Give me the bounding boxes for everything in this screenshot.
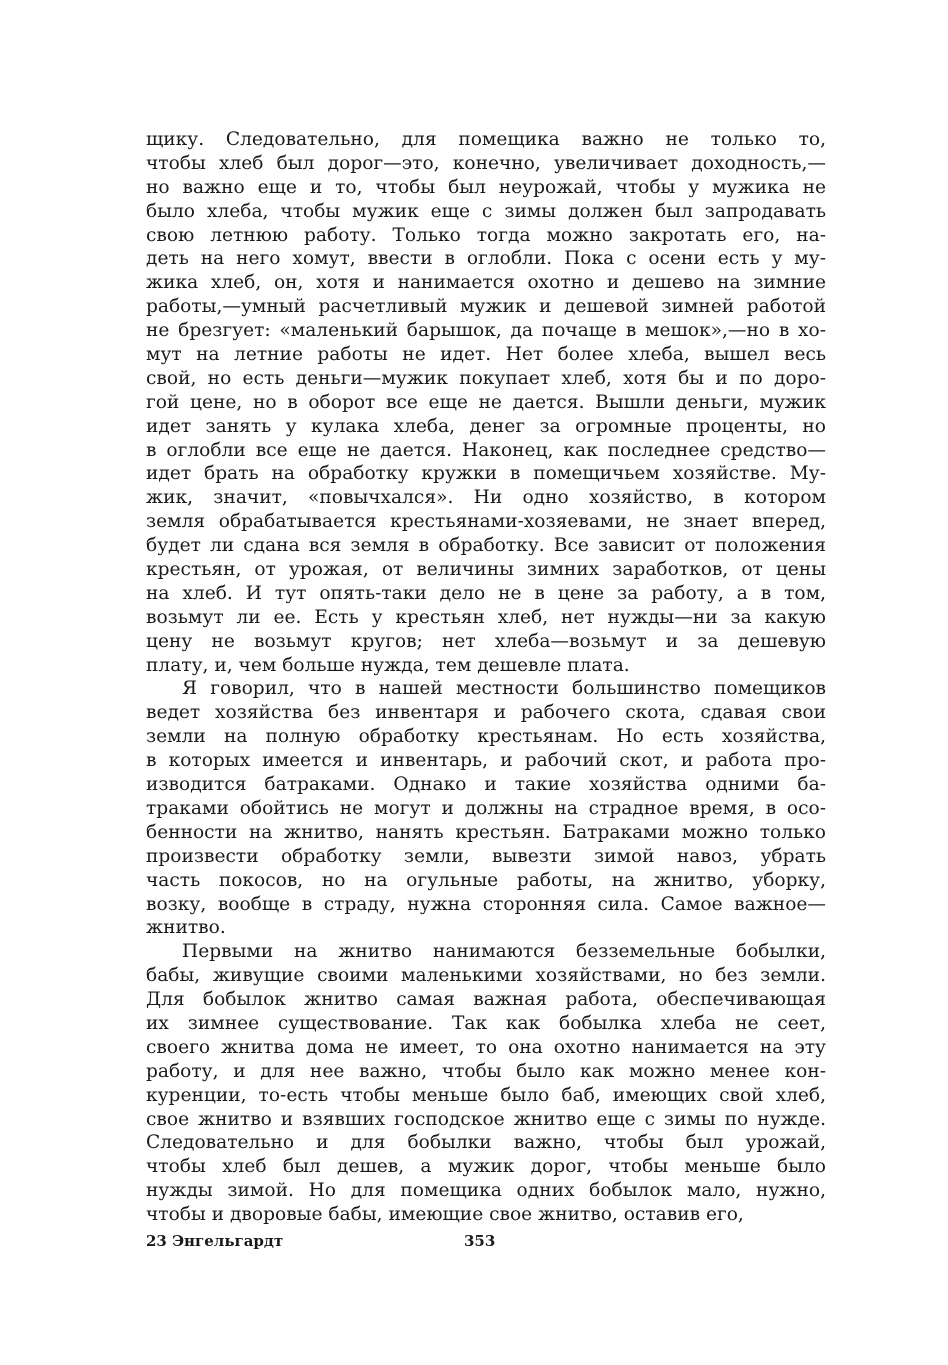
text-line: часть покосов, но на огульные работы, на жнитво, уборку, — [146, 869, 826, 891]
text-line: работу, и для нее важно, чтобы было как можно менее кон- — [146, 1060, 826, 1082]
text-line: чтобы хлеб был дешев, а мужик дорог, чтобы меньше было — [146, 1156, 826, 1178]
text-line: бабы, живущие своими маленькими хозяйствами, но без земли. — [146, 965, 826, 987]
text-line: мут на летние работы не идет. Нет более хлеба, вышел весь — [146, 344, 826, 366]
text-line: земля обрабатывается крестьянами-хозяевами, не знает вперед, — [146, 511, 826, 533]
text-line: изводится батраками. Однако и такие хозяйства одними ба- — [146, 774, 826, 796]
text-line: нужды зимой. Но для помещика одних бобылок мало, нужно, — [146, 1180, 826, 1202]
text-line: щику. Следовательно, для помещика важно не только то, — [146, 129, 826, 150]
text-line: ведет хозяйства без инвентаря и рабочего скота, сдавая свои — [146, 702, 826, 724]
text-line: их зимнее существование. Так как бобылка хлеба не сеет, — [146, 1012, 826, 1034]
text-line: деть на него хомут, ввести в оглобли. Пока с осени есть у му- — [146, 248, 826, 270]
text-line: плату, и, чем больше нужда, тем дешевле плата. — [146, 654, 630, 676]
text-line: Для бобылок жнитво самая важная работа, обеспечивающая — [146, 989, 826, 1011]
text-line: цену не возьмут кругов; нет хлеба—возьмут и за дешевую — [146, 630, 826, 652]
text-line: возку, вообще в страду, нужна сторонняя сила. Самое важное— — [146, 893, 826, 915]
text-line: не брезгует: «маленький барышок, да почаще в мешок»,—но в хо- — [146, 320, 826, 342]
page-number: 353 — [464, 1232, 496, 1250]
text-line: Первыми на жнитво нанимаются безземельные бобылки, — [182, 941, 826, 963]
text-line: Следовательно и для бобылки важно, чтобы был урожай, — [146, 1132, 826, 1154]
text-line: куренции, то-есть чтобы меньше было баб, имеющих свой хлеб, — [146, 1084, 826, 1106]
body-text — [146, 128, 826, 1227]
text-line: крестьян, от урожая, от величины зимних заработков, от цены — [146, 559, 826, 581]
text-line: идет брать на обработку кружки в помещичьем хозяйстве. Му- — [146, 463, 826, 485]
text-line: жнитво. — [146, 917, 226, 939]
text-line: в которых имеется и инвентарь, и рабочий скот, и работа про- — [146, 750, 826, 772]
paragraph — [146, 940, 826, 1227]
text-line: в оглобли все еще не дается. Наконец, как последнее средство— — [146, 439, 826, 461]
text-line: своего жнитва дома не имеет, то она охотно нанимается на эту — [146, 1036, 826, 1058]
page-footer — [146, 1232, 826, 1256]
text-line: возьмут ли ее. Есть у крестьян хлеб, нет нужды—ни за какую — [146, 606, 826, 628]
printer-signature: 23 Энгельгардт — [146, 1232, 284, 1250]
text-line: идет занять у кулака хлеба, денег за огромные проценты, но — [146, 415, 826, 437]
text-line: но важно еще и то, чтобы был неурожай, чтобы у мужика не — [146, 176, 826, 198]
text-line: чтобы и дворовые бабы, имеющие свое жнитво, оставив его, — [146, 1204, 744, 1226]
text-line: свой, но есть деньги—мужик покупает хлеб, хотя бы и по доро- — [146, 367, 826, 389]
text-line: свою летнюю работу. Только тогда можно закротать его, на- — [146, 224, 826, 246]
text-line: жика хлеб, он, хотя и нанимается охотно и дешево на зимние — [146, 272, 826, 294]
paragraph — [146, 128, 826, 677]
text-line: жик, значит, «повычхался». Ни одно хозяйство, в котором — [146, 487, 826, 509]
text-line: чтобы хлеб был дорог—это, конечно, увеличивает доходность,— — [146, 152, 826, 174]
text-line: было хлеба, чтобы мужик еще с зимы должен был запродавать — [146, 200, 826, 222]
text-line: будет ли сдана вся земля в обработку. Все зависит от положения — [146, 535, 826, 557]
text-line: свое жнитво и взявших господское жнитво еще с зимы по нужде. — [146, 1108, 826, 1130]
text-line: гой цене, но в оборот все еще не дается. Вышли деньги, мужик — [146, 391, 826, 413]
text-line: траками обойтись не могут и должны на страдное время, в осо- — [146, 797, 826, 819]
text-line: произвести обработку земли, вывезти зимой навоз, убрать — [146, 845, 826, 867]
text-line: работы,—умный расчетливый мужик и дешевой зимней работой — [146, 296, 826, 318]
text-line: Я говорил, что в нашей местности большинство помещиков — [182, 678, 826, 700]
text-line: земли на полную обработку крестьянам. Но есть хозяйства, — [146, 726, 826, 748]
text-line: на хлеб. И тут опять-таки дело не в цене за работу, а в том, — [146, 582, 826, 604]
paragraph — [146, 677, 826, 940]
text-line: бенности на жнитво, нанять крестьян. Батраками можно только — [146, 821, 826, 843]
